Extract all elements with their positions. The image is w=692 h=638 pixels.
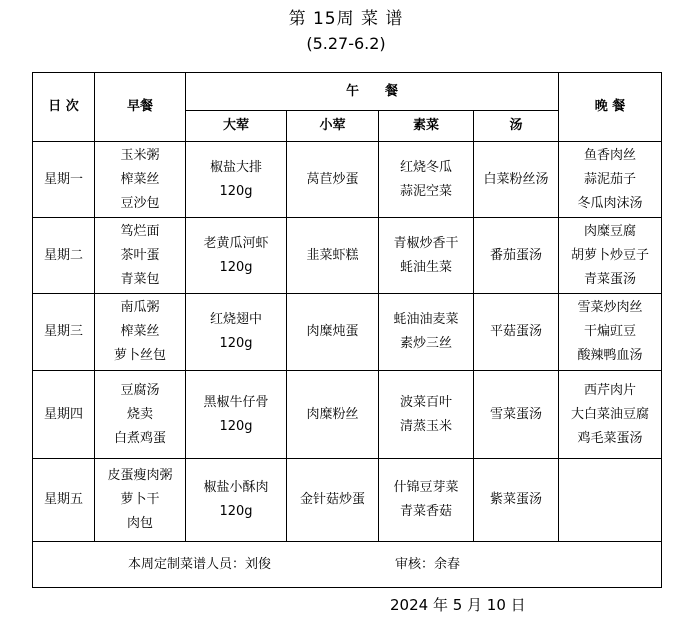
menu-row [33, 459, 662, 542]
menu-item: 干煸豇豆 [584, 324, 637, 339]
menu-item: 青菜包 [120, 271, 160, 287]
menu-row [33, 371, 662, 459]
menu-reviewer: 审核：余春 [395, 557, 461, 572]
breakfast-cell [95, 459, 186, 542]
menu-item: 肉包 [126, 516, 153, 531]
menu-item: 蒜泥茄子 [584, 171, 637, 187]
main-meat-cell [186, 142, 287, 218]
menu-item: 莴苣炒蛋 [306, 171, 359, 187]
menu-item: 青椒炒香干 [393, 235, 459, 251]
menu-item: 黑椒牛仔骨 [203, 394, 269, 410]
dinner-cell [559, 142, 662, 218]
dinner-cell [559, 218, 662, 294]
menu-item: 青菜蛋汤 [584, 271, 637, 287]
header-lunch: 午 餐 [186, 73, 559, 111]
menu-row [33, 294, 662, 371]
menu-item: 鸡毛菜蛋汤 [577, 430, 643, 446]
menu-item: 椒盐大排 [209, 159, 262, 175]
footer-cell [33, 542, 662, 588]
soup-cell [474, 142, 559, 218]
menu-item: 蒜泥空菜 [399, 183, 452, 199]
page-title: 第 15周 菜 谱 [288, 9, 404, 29]
vegetable-cell [379, 142, 474, 218]
breakfast-cell [95, 294, 186, 371]
menu-item: 番茄蛋汤 [490, 247, 543, 263]
menu-item: 南瓜粥 [120, 300, 160, 315]
soup-cell [474, 459, 559, 542]
menu-item: 萝卜丝包 [113, 348, 166, 363]
menu-item: 皮蛋瘦肉粥 [107, 468, 173, 483]
menu-row [33, 142, 662, 218]
main-meat-cell [186, 294, 287, 371]
main-meat-cell [186, 218, 287, 294]
menu-item: 清蒸玉米 [399, 418, 452, 434]
footer-row [33, 542, 662, 588]
menu-item: 青菜香菇 [399, 504, 452, 519]
menu-item: 白煮鸡蛋 [113, 430, 166, 446]
menu-item: 红烧翅中 [209, 312, 262, 327]
menu-item: 平菇蛋汤 [490, 324, 543, 339]
menu-item: 老黄瓜河虾 [203, 235, 269, 251]
vegetable-cell [379, 459, 474, 542]
vegetable-cell [379, 218, 474, 294]
menu-item: 肉糜粉丝 [306, 406, 359, 422]
menu-item: 肉糜炖蛋 [306, 324, 359, 339]
menu-item: 雪菜炒肉丝 [577, 300, 643, 315]
soup-cell [474, 218, 559, 294]
menu-item: 120g [219, 259, 253, 275]
menu-item: 胡萝卜炒豆子 [571, 247, 650, 263]
dinner-cell [559, 294, 662, 371]
date-range: (5.27-6.2) [306, 34, 386, 53]
menu-item: 波菜百叶 [399, 394, 452, 410]
small-meat-cell [287, 459, 379, 542]
menu-item: 豆沙包 [120, 195, 160, 211]
menu-item: 榨菜丝 [120, 171, 160, 187]
menu-item: 茶叶蛋 [120, 247, 160, 263]
menu-item: 笃烂面 [120, 223, 160, 239]
small-meat-cell [287, 142, 379, 218]
menu-item: 白菜粉丝汤 [483, 171, 549, 187]
header-dinner: 晚 餐 [559, 73, 662, 142]
small-meat-cell [287, 371, 379, 459]
header-vegetable: 素菜 [379, 111, 474, 142]
main-meat-cell [186, 459, 287, 542]
day-cell: 星期三 [33, 294, 95, 371]
menu-item: 蚝油生菜 [399, 259, 452, 275]
menu-item: 萝卜干 [120, 492, 160, 507]
day-cell: 星期四 [33, 371, 95, 459]
menu-item: 烧卖 [126, 406, 153, 422]
menu-item: 豆腐汤 [120, 382, 160, 398]
menu-item: 椒盐小酥肉 [203, 480, 269, 495]
menu-item: 120g [219, 183, 253, 199]
small-meat-cell [287, 218, 379, 294]
menu-item: 鱼香肉丝 [584, 147, 637, 163]
header-soup: 汤 [474, 111, 559, 142]
soup-cell [474, 371, 559, 459]
menu-item: 金针菇炒蛋 [299, 492, 365, 507]
menu-item: 蚝油油麦菜 [393, 312, 459, 327]
main-meat-cell [186, 371, 287, 459]
menu-item: 大白菜油豆腐 [571, 406, 650, 422]
day-cell: 星期二 [33, 218, 95, 294]
breakfast-cell [95, 371, 186, 459]
menu-item: 紫菜蛋汤 [490, 492, 543, 507]
menu-item: 素炒三丝 [399, 336, 452, 351]
menu-item: 什锦豆芽菜 [393, 480, 459, 495]
menu-item: 雪菜蛋汤 [490, 406, 543, 422]
menu-item: 西芹肉片 [584, 382, 637, 398]
vegetable-cell [379, 371, 474, 459]
soup-cell [474, 294, 559, 371]
menu-item: 肉糜豆腐 [584, 223, 637, 239]
small-meat-cell [287, 294, 379, 371]
issue-date: 2024 年 5 月 10 日 [390, 596, 526, 614]
header-breakfast: 早餐 [95, 73, 186, 142]
menu-item: 榨菜丝 [120, 324, 160, 339]
vegetable-cell [379, 294, 474, 371]
menu-item: 120g [219, 418, 253, 434]
menu-row [33, 218, 662, 294]
dinner-cell [559, 371, 662, 459]
menu-item: 玉米粥 [120, 147, 160, 163]
header-main-meat: 大荤 [186, 111, 287, 142]
breakfast-cell [95, 142, 186, 218]
breakfast-cell [95, 218, 186, 294]
dinner-cell [559, 459, 662, 542]
menu-item: 红烧冬瓜 [399, 159, 452, 175]
menu-item: 120g [219, 504, 253, 519]
header-day: 日 次 [33, 73, 95, 142]
menu-table [32, 72, 662, 588]
menu-planner: 本周定制菜谱人员：刘俊 [128, 557, 272, 572]
menu-item: 酸辣鸭血汤 [577, 348, 643, 363]
day-cell: 星期一 [33, 142, 95, 218]
menu-item: 冬瓜肉沫汤 [577, 195, 643, 211]
day-cell: 星期五 [33, 459, 95, 542]
menu-item: 韭菜虾糕 [306, 247, 359, 263]
menu-item: 120g [219, 336, 253, 351]
header-small-meat: 小荤 [287, 111, 379, 142]
